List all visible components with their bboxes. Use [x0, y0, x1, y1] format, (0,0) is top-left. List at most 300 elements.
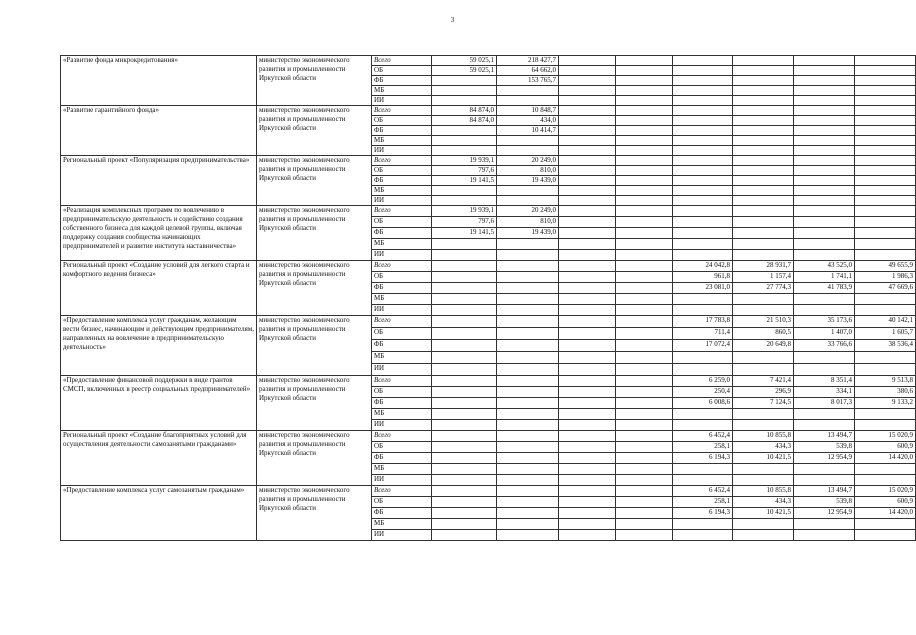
- amount-cell: [432, 376, 497, 387]
- amount-cell: [432, 453, 497, 464]
- amount-cell: [616, 56, 673, 66]
- table-row: [61, 106, 916, 116]
- amount-cell: 218 427,7: [497, 56, 559, 66]
- amount-cell: [733, 176, 794, 186]
- amount-cell: [559, 486, 616, 497]
- amount-cell: [432, 409, 497, 420]
- amount-cell: [673, 76, 733, 86]
- amount-cell: 6 452,4: [673, 486, 733, 497]
- funding-source: ФБ: [372, 398, 432, 409]
- amount-cell: [432, 305, 497, 316]
- amount-cell: 40 142,1: [855, 316, 916, 328]
- amount-cell: 434,3: [733, 497, 794, 508]
- responsible-executor: министерство экономического развития и промышленности Иркутской области: [257, 316, 372, 376]
- amount-cell: 6 259,0: [673, 376, 733, 387]
- amount-cell: 10 848,7: [497, 106, 559, 116]
- amount-cell: 19 939,1: [432, 206, 497, 217]
- amount-cell: [733, 250, 794, 261]
- amount-cell: 8 351,4: [794, 376, 855, 387]
- amount-cell: [673, 352, 733, 364]
- amount-cell: [794, 116, 855, 126]
- amount-cell: 19 439,0: [497, 228, 559, 239]
- funding-source: ОБ: [372, 166, 432, 176]
- funding-source: ОБ: [372, 387, 432, 398]
- amount-cell: [432, 261, 497, 272]
- funding-source: МБ: [372, 464, 432, 475]
- amount-cell: [855, 106, 916, 116]
- amount-cell: [616, 364, 673, 376]
- amount-cell: [733, 96, 794, 106]
- amount-cell: [733, 106, 794, 116]
- funding-source: ОБ: [372, 217, 432, 228]
- funding-source: ИИ: [372, 475, 432, 486]
- responsible-executor: министерство экономического развития и промышленности Иркутской области: [257, 261, 372, 316]
- amount-cell: [733, 519, 794, 530]
- amount-cell: [794, 126, 855, 136]
- amount-cell: [673, 364, 733, 376]
- amount-cell: 250,4: [673, 387, 733, 398]
- amount-cell: 41 783,9: [794, 283, 855, 294]
- amount-cell: 1 986,3: [855, 272, 916, 283]
- responsible-executor: министерство экономического развития и промышленности Иркутской области: [257, 56, 372, 106]
- amount-cell: [673, 420, 733, 431]
- amount-cell: 20 249,0: [497, 206, 559, 217]
- amount-cell: 539,8: [794, 497, 855, 508]
- funding-source: МБ: [372, 186, 432, 196]
- amount-cell: [616, 66, 673, 76]
- amount-cell: 600,9: [855, 442, 916, 453]
- amount-cell: [733, 530, 794, 541]
- funding-source: Всего: [372, 156, 432, 166]
- amount-cell: [855, 126, 916, 136]
- amount-cell: [616, 376, 673, 387]
- amount-cell: [794, 96, 855, 106]
- amount-cell: 539,8: [794, 442, 855, 453]
- amount-cell: [559, 453, 616, 464]
- amount-cell: [559, 250, 616, 261]
- amount-cell: [616, 86, 673, 96]
- amount-cell: [559, 217, 616, 228]
- amount-cell: 7 421,4: [733, 376, 794, 387]
- amount-cell: [733, 294, 794, 305]
- amount-cell: [733, 156, 794, 166]
- amount-cell: 10 421,5: [733, 508, 794, 519]
- amount-cell: [432, 398, 497, 409]
- table-row: [61, 316, 916, 328]
- amount-cell: [432, 508, 497, 519]
- amount-cell: [559, 519, 616, 530]
- amount-cell: [794, 176, 855, 186]
- amount-cell: [855, 294, 916, 305]
- amount-cell: [733, 166, 794, 176]
- amount-cell: [559, 176, 616, 186]
- amount-cell: [432, 76, 497, 86]
- amount-cell: [559, 272, 616, 283]
- amount-cell: 14 420,0: [855, 508, 916, 519]
- amount-cell: 19 141,5: [432, 176, 497, 186]
- amount-cell: [616, 328, 673, 340]
- amount-cell: [616, 250, 673, 261]
- amount-cell: [855, 76, 916, 86]
- measure-name: «Предоставление комплекса услуг самозанятым гражданам»: [61, 486, 257, 541]
- funding-source: Всего: [372, 261, 432, 272]
- amount-cell: [497, 475, 559, 486]
- amount-cell: [794, 156, 855, 166]
- funding-source: ФБ: [372, 453, 432, 464]
- amount-cell: [432, 250, 497, 261]
- amount-cell: [559, 76, 616, 86]
- amount-cell: [559, 261, 616, 272]
- amount-cell: [855, 176, 916, 186]
- table-row: [61, 156, 916, 166]
- amount-cell: 43 525,0: [794, 261, 855, 272]
- amount-cell: [616, 294, 673, 305]
- amount-cell: [432, 340, 497, 352]
- amount-cell: [733, 364, 794, 376]
- funding-source: Всего: [372, 486, 432, 497]
- amount-cell: 1 157,4: [733, 272, 794, 283]
- amount-cell: 6 194,3: [673, 508, 733, 519]
- amount-cell: 7 124,5: [733, 398, 794, 409]
- funding-source: ИИ: [372, 530, 432, 541]
- amount-cell: 6 008,6: [673, 398, 733, 409]
- table-row: [61, 261, 916, 272]
- amount-cell: [616, 116, 673, 126]
- amount-cell: [432, 272, 497, 283]
- amount-cell: [432, 146, 497, 156]
- amount-cell: [733, 136, 794, 146]
- funding-source: МБ: [372, 86, 432, 96]
- responsible-executor: министерство экономического развития и промышленности Иркутской области: [257, 156, 372, 206]
- amount-cell: 19 939,1: [432, 156, 497, 166]
- amount-cell: [673, 239, 733, 250]
- funding-source: МБ: [372, 136, 432, 146]
- amount-cell: [432, 464, 497, 475]
- amount-cell: [673, 475, 733, 486]
- responsible-executor: министерство экономического развития и промышленности Иркутской области: [257, 206, 372, 261]
- amount-cell: [432, 86, 497, 96]
- amount-cell: [559, 56, 616, 66]
- funding-source: Всего: [372, 376, 432, 387]
- amount-cell: [432, 475, 497, 486]
- amount-cell: [432, 186, 497, 196]
- table-row: [61, 486, 916, 497]
- funding-source: Всего: [372, 206, 432, 217]
- amount-cell: [497, 442, 559, 453]
- amount-cell: [673, 519, 733, 530]
- amount-cell: [794, 420, 855, 431]
- funding-source: Всего: [372, 431, 432, 442]
- amount-cell: [616, 486, 673, 497]
- amount-cell: [733, 186, 794, 196]
- funding-source: ФБ: [372, 228, 432, 239]
- amount-cell: [855, 364, 916, 376]
- amount-cell: [673, 250, 733, 261]
- page-number: 3: [450, 16, 455, 24]
- amount-cell: [497, 464, 559, 475]
- amount-cell: [432, 196, 497, 206]
- amount-cell: 10 414,7: [497, 126, 559, 136]
- amount-cell: 797,6: [432, 217, 497, 228]
- amount-cell: [794, 206, 855, 217]
- amount-cell: 153 765,7: [497, 76, 559, 86]
- amount-cell: [559, 420, 616, 431]
- amount-cell: [616, 305, 673, 316]
- amount-cell: [432, 387, 497, 398]
- amount-cell: [559, 66, 616, 76]
- amount-cell: [794, 519, 855, 530]
- amount-cell: [673, 530, 733, 541]
- amount-cell: [559, 156, 616, 166]
- amount-cell: 13 494,7: [794, 486, 855, 497]
- amount-cell: [855, 217, 916, 228]
- amount-cell: [673, 96, 733, 106]
- amount-cell: [616, 475, 673, 486]
- amount-cell: [497, 364, 559, 376]
- amount-cell: [559, 166, 616, 176]
- amount-cell: [794, 166, 855, 176]
- amount-cell: [794, 56, 855, 66]
- amount-cell: [794, 136, 855, 146]
- amount-cell: [855, 186, 916, 196]
- amount-cell: [855, 56, 916, 66]
- amount-cell: [616, 96, 673, 106]
- amount-cell: [616, 239, 673, 250]
- funding-source: МБ: [372, 294, 432, 305]
- amount-cell: 711,4: [673, 328, 733, 340]
- amount-cell: [497, 250, 559, 261]
- amount-cell: [497, 328, 559, 340]
- funding-source: МБ: [372, 352, 432, 364]
- amount-cell: 14 420,0: [855, 453, 916, 464]
- amount-cell: [559, 126, 616, 136]
- amount-cell: [673, 206, 733, 217]
- amount-cell: [855, 420, 916, 431]
- amount-cell: [616, 217, 673, 228]
- amount-cell: [673, 116, 733, 126]
- amount-cell: [616, 126, 673, 136]
- amount-cell: 1 741,1: [794, 272, 855, 283]
- amount-cell: [616, 530, 673, 541]
- amount-cell: [616, 387, 673, 398]
- amount-cell: [733, 146, 794, 156]
- amount-cell: [616, 146, 673, 156]
- amount-cell: [673, 464, 733, 475]
- funding-source: ИИ: [372, 364, 432, 376]
- funding-source: Всего: [372, 316, 432, 328]
- amount-cell: [794, 530, 855, 541]
- amount-cell: [794, 217, 855, 228]
- amount-cell: [855, 305, 916, 316]
- amount-cell: 59 025,1: [432, 66, 497, 76]
- amount-cell: [497, 186, 559, 196]
- amount-cell: [855, 464, 916, 475]
- amount-cell: [616, 106, 673, 116]
- amount-cell: [559, 364, 616, 376]
- amount-cell: [559, 352, 616, 364]
- amount-cell: [497, 316, 559, 328]
- amount-cell: 28 931,7: [733, 261, 794, 272]
- amount-cell: [673, 409, 733, 420]
- amount-cell: [616, 352, 673, 364]
- amount-cell: [497, 86, 559, 96]
- amount-cell: [733, 305, 794, 316]
- amount-cell: [559, 328, 616, 340]
- amount-cell: [497, 387, 559, 398]
- amount-cell: 9 133,2: [855, 398, 916, 409]
- amount-cell: [559, 475, 616, 486]
- funding-source: ИИ: [372, 420, 432, 431]
- amount-cell: [497, 530, 559, 541]
- amount-cell: [855, 86, 916, 96]
- funding-source: МБ: [372, 519, 432, 530]
- amount-cell: [673, 176, 733, 186]
- amount-cell: [616, 508, 673, 519]
- amount-cell: [497, 305, 559, 316]
- amount-cell: 12 954,9: [794, 453, 855, 464]
- funding-source: ОБ: [372, 497, 432, 508]
- amount-cell: [559, 96, 616, 106]
- amount-cell: [855, 166, 916, 176]
- funding-source: ОБ: [372, 66, 432, 76]
- amount-cell: [616, 76, 673, 86]
- amount-cell: 15 020,9: [855, 431, 916, 442]
- amount-cell: 47 669,6: [855, 283, 916, 294]
- amount-cell: 10 855,8: [733, 486, 794, 497]
- amount-cell: [497, 453, 559, 464]
- amount-cell: [855, 475, 916, 486]
- amount-cell: [559, 497, 616, 508]
- funding-source: ФБ: [372, 340, 432, 352]
- amount-cell: [794, 196, 855, 206]
- amount-cell: [432, 316, 497, 328]
- amount-cell: [855, 146, 916, 156]
- amount-cell: 810,0: [497, 166, 559, 176]
- funding-source: ФБ: [372, 283, 432, 294]
- amount-cell: [673, 228, 733, 239]
- amount-cell: [673, 196, 733, 206]
- responsible-executor: министерство экономического развития и промышленности Иркутской области: [257, 431, 372, 486]
- amount-cell: [855, 96, 916, 106]
- measure-name: «Реализация комплексных программ по вовлечению в предпринимательскую деятельность и содействию создания собственного бизнеса для каждой целевой группы, включая поддержку создания сообщества начинающих предпринимателей и развитие института наставничества»: [61, 206, 257, 261]
- amount-cell: [497, 146, 559, 156]
- amount-cell: [855, 116, 916, 126]
- amount-cell: 15 020,9: [855, 486, 916, 497]
- amount-cell: [733, 76, 794, 86]
- funding-source: ОБ: [372, 272, 432, 283]
- amount-cell: [794, 352, 855, 364]
- amount-cell: [432, 364, 497, 376]
- amount-cell: [559, 239, 616, 250]
- funding-source: ОБ: [372, 442, 432, 453]
- table-row: [61, 376, 916, 387]
- amount-cell: 21 510,3: [733, 316, 794, 328]
- amount-cell: 434,3: [733, 442, 794, 453]
- amount-cell: [616, 409, 673, 420]
- amount-cell: [559, 106, 616, 116]
- amount-cell: [432, 126, 497, 136]
- amount-cell: [616, 196, 673, 206]
- amount-cell: [559, 530, 616, 541]
- amount-cell: 64 662,0: [497, 66, 559, 76]
- amount-cell: 860,5: [733, 328, 794, 340]
- amount-cell: [794, 66, 855, 76]
- amount-cell: [559, 376, 616, 387]
- amount-cell: [794, 86, 855, 96]
- amount-cell: [794, 239, 855, 250]
- amount-cell: [794, 464, 855, 475]
- measure-name: «Предоставление комплекса услуг гражданам, желающим вести бизнес, начинающим и действующим предпринимателям, направленных на вовлечение в предпринимательскую деятельность»: [61, 316, 257, 376]
- measure-name: «Развитие гарантийного фонда»: [61, 106, 257, 156]
- amount-cell: [616, 283, 673, 294]
- amount-cell: [616, 420, 673, 431]
- table-row: [61, 431, 916, 442]
- amount-cell: [673, 156, 733, 166]
- amount-cell: 20 649,8: [733, 340, 794, 352]
- amount-cell: [673, 294, 733, 305]
- funding-source: ИИ: [372, 96, 432, 106]
- funding-source: ИИ: [372, 250, 432, 261]
- amount-cell: [794, 294, 855, 305]
- amount-cell: [673, 126, 733, 136]
- amount-cell: [673, 146, 733, 156]
- amount-cell: [559, 206, 616, 217]
- amount-cell: [616, 136, 673, 146]
- amount-cell: 10 421,5: [733, 453, 794, 464]
- amount-cell: [497, 283, 559, 294]
- amount-cell: [733, 239, 794, 250]
- amount-cell: 1 605,7: [855, 328, 916, 340]
- amount-cell: [432, 497, 497, 508]
- amount-cell: 380,6: [855, 387, 916, 398]
- funding-source: МБ: [372, 239, 432, 250]
- amount-cell: [616, 464, 673, 475]
- amount-cell: 59 025,1: [432, 56, 497, 66]
- amount-cell: [673, 86, 733, 96]
- amount-cell: [559, 340, 616, 352]
- amount-cell: [497, 398, 559, 409]
- funding-source: Всего: [372, 56, 432, 66]
- amount-cell: 38 536,4: [855, 340, 916, 352]
- amount-cell: [855, 66, 916, 76]
- responsible-executor: министерство экономического развития и промышленности Иркутской области: [257, 486, 372, 541]
- amount-cell: [855, 206, 916, 217]
- amount-cell: [673, 106, 733, 116]
- amount-cell: [559, 283, 616, 294]
- amount-cell: [616, 206, 673, 217]
- amount-cell: 797,6: [432, 166, 497, 176]
- amount-cell: [432, 352, 497, 364]
- amount-cell: [559, 116, 616, 126]
- amount-cell: [616, 166, 673, 176]
- amount-cell: [432, 239, 497, 250]
- responsible-executor: министерство экономического развития и промышленности Иркутской области: [257, 376, 372, 431]
- amount-cell: 19 439,0: [497, 176, 559, 186]
- amount-cell: 12 954,9: [794, 508, 855, 519]
- funding-source: ОБ: [372, 328, 432, 340]
- amount-cell: [432, 442, 497, 453]
- amount-cell: [855, 250, 916, 261]
- amount-cell: [616, 519, 673, 530]
- amount-cell: [733, 228, 794, 239]
- amount-cell: [733, 206, 794, 217]
- amount-cell: [794, 146, 855, 156]
- amount-cell: [559, 146, 616, 156]
- amount-cell: [616, 261, 673, 272]
- amount-cell: 9 513,8: [855, 376, 916, 387]
- amount-cell: [855, 409, 916, 420]
- amount-cell: [794, 305, 855, 316]
